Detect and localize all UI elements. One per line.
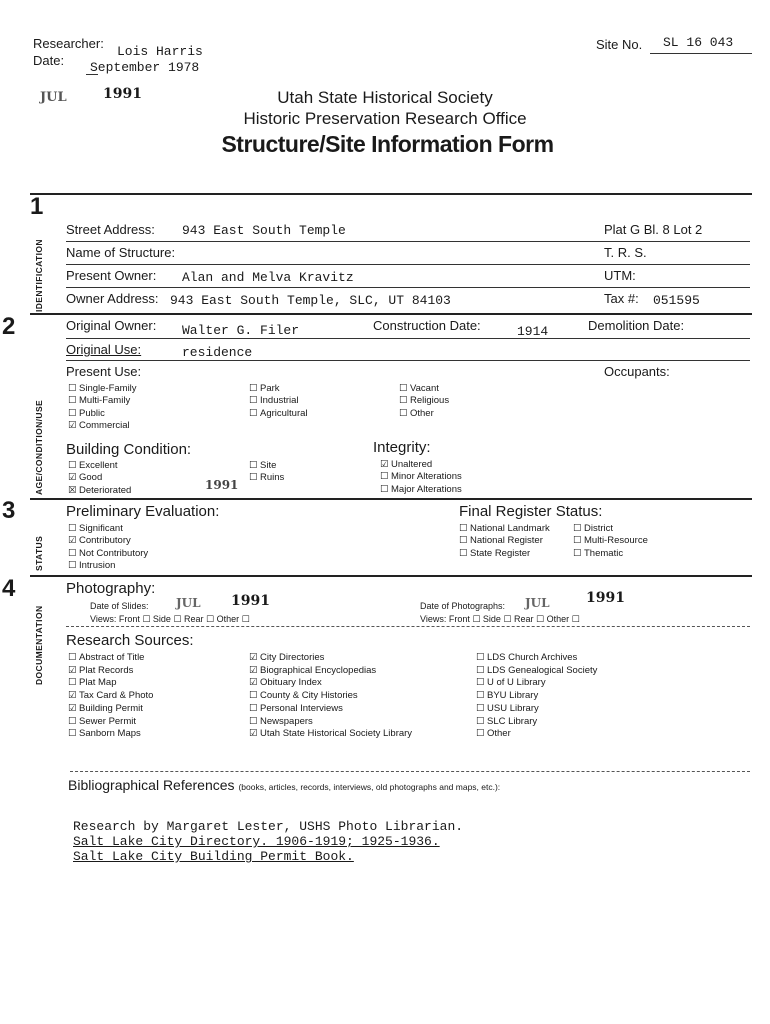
street-value: 943 East South Temple xyxy=(182,223,346,238)
checkbox-label: Sewer Permit xyxy=(79,715,137,727)
checkbox-label: SLC Library xyxy=(487,715,538,727)
checkbox-mark: ☑ xyxy=(249,728,258,740)
checkbox-label: County & City Histories xyxy=(260,690,358,702)
src-building-permit[interactable] xyxy=(68,703,153,716)
sources-rule xyxy=(70,771,750,772)
checkbox-mark: ☐ xyxy=(249,472,258,484)
section3-title: STATUS xyxy=(34,535,44,571)
construction-date-value: 1914 xyxy=(517,324,549,339)
src-tax-card[interactable] xyxy=(68,690,153,703)
checkbox-label: Contributory xyxy=(79,535,131,547)
use-commercial[interactable] xyxy=(68,420,137,432)
present-use-col3 xyxy=(399,383,449,420)
checkbox-mark: ☐ xyxy=(476,652,485,663)
checkbox-label: Plat Map xyxy=(79,677,117,689)
checkbox-mark: ☐ xyxy=(249,395,258,407)
row-rule xyxy=(66,338,750,339)
checkbox-label: U of U Library xyxy=(487,677,546,689)
checkbox-label: Multi-Family xyxy=(79,395,131,407)
owner-address-label: Owner Address: xyxy=(66,291,159,306)
integrity-label: Integrity: xyxy=(373,439,431,456)
prelim-not-contributory[interactable] xyxy=(68,548,148,560)
checkbox-label: Park xyxy=(260,383,280,394)
section2-title: AGE/CONDITION/USE xyxy=(34,399,44,495)
final-district[interactable] xyxy=(573,523,648,535)
final-col1 xyxy=(459,523,550,560)
bibliographical-references-label xyxy=(68,777,500,793)
checkbox-mark: ☐ xyxy=(459,535,468,547)
org-line1: Utah State Historical Society xyxy=(277,88,493,107)
src-uofu-library[interactable] xyxy=(476,677,597,690)
photos-date-label: Date of Photographs: xyxy=(420,601,506,611)
checkbox-mark: ☐ xyxy=(476,690,485,702)
src-other[interactable] xyxy=(476,728,597,741)
checkbox-label: Excellent xyxy=(79,460,118,471)
occupants-label: Occupants: xyxy=(604,364,670,379)
site-no-underline xyxy=(650,53,752,54)
site-no-label: Site No. xyxy=(596,37,643,52)
checkbox-label: Utah State Historical Society Library xyxy=(260,728,413,740)
condition-ruins[interactable] xyxy=(249,472,284,484)
checkbox-mark: ☐ xyxy=(476,728,485,740)
preliminary-list xyxy=(68,523,148,573)
structure-name-label: Name of Structure: xyxy=(66,245,176,260)
slides-views: Views: Front ☐ Side ☐ Rear ☐ Other ☐ xyxy=(90,614,250,624)
checkbox-label: District xyxy=(584,523,614,534)
date-underline xyxy=(86,74,98,75)
checkbox-label: Significant xyxy=(79,523,123,534)
form-title: Structure/Site Information Form xyxy=(221,131,554,157)
checkbox-mark: ☐ xyxy=(459,547,468,559)
date-label: Date: xyxy=(33,53,65,68)
checkbox-label: Other xyxy=(410,407,434,419)
checkbox-label: Newspapers xyxy=(260,715,313,727)
researcher-value: Lois Harris xyxy=(117,44,203,59)
photo-rule xyxy=(66,626,750,627)
utm-label: UTM: xyxy=(604,268,636,283)
present-owner-label: Present Owner: xyxy=(66,268,157,283)
checkbox-mark: ☐ xyxy=(68,395,77,407)
checkbox-label: National Landmark xyxy=(470,523,550,534)
section1-top-rule xyxy=(30,193,752,195)
prelim-contributory[interactable] xyxy=(68,535,148,547)
biblio-subtitle: (books, articles, records, interviews, old photographs and maps, etc.): xyxy=(238,782,501,792)
checkbox-label: Personal Interviews xyxy=(260,702,343,714)
site-no-value: SL 16 043 xyxy=(663,35,734,50)
src-county-histories[interactable] xyxy=(249,690,412,703)
checkbox-mark: ☑ xyxy=(249,664,258,676)
checkbox-mark: ☐ xyxy=(68,407,77,419)
present-use-col1 xyxy=(68,383,137,433)
slides-date-label: Date of Slides: xyxy=(90,601,149,611)
section4-top-rule xyxy=(30,575,752,577)
src-plat-records[interactable] xyxy=(68,665,153,678)
checkbox-mark: ☐ xyxy=(573,523,582,534)
reference-entry: Research by Margaret Lester, USHS Photo Librarian. xyxy=(73,819,464,834)
original-use-label: Original Use: xyxy=(66,342,142,357)
present-use-label: Present Use: xyxy=(66,364,142,379)
src-ushs-library[interactable] xyxy=(249,728,412,741)
checkbox-mark: ☐ xyxy=(476,715,485,727)
checkbox-mark: ☐ xyxy=(399,383,408,394)
checkbox-label: Sanborn Maps xyxy=(79,728,141,740)
date-value: September 1978 xyxy=(90,60,200,75)
checkbox-mark: ☑ xyxy=(68,420,77,432)
checkbox-mark: ☐ xyxy=(249,702,258,714)
final-multi-resource[interactable] xyxy=(573,535,648,547)
checkbox-label: LDS Church Archives xyxy=(487,652,578,663)
prelim-intrusion[interactable] xyxy=(68,560,148,572)
checkbox-mark: ☑ xyxy=(249,652,258,663)
original-owner-value: Walter G. Filer xyxy=(182,323,300,338)
checkbox-mark: ☐ xyxy=(68,460,77,471)
src-plat-map[interactable] xyxy=(68,677,153,690)
integrity-list xyxy=(380,459,462,496)
checkbox-mark: ☐ xyxy=(249,690,258,702)
researcher-label: Researcher: xyxy=(33,36,104,51)
building-condition-label: Building Condition: xyxy=(66,441,192,458)
checkbox-mark: ☐ xyxy=(68,560,77,572)
src-newspapers[interactable] xyxy=(249,716,412,729)
checkbox-label: Deteriorated xyxy=(79,484,132,496)
checkbox-label: Biographical Encyclopedias xyxy=(260,664,377,676)
condition-excellent[interactable] xyxy=(68,460,131,472)
checkbox-mark: ☐ xyxy=(249,715,258,727)
src-city-directories[interactable] xyxy=(249,652,412,665)
checkbox-mark: ☐ xyxy=(399,395,408,407)
photography-label: Photography: xyxy=(66,580,156,597)
section3-number: 3 xyxy=(2,497,16,524)
checkbox-mark: ☐ xyxy=(68,715,77,727)
sources-col1 xyxy=(68,652,153,741)
checkbox-label: Plat Records xyxy=(79,664,134,676)
src-abstract[interactable] xyxy=(68,652,153,665)
checkbox-mark: ☒ xyxy=(68,484,77,496)
plat-text: Plat G Bl. 8 Lot 2 xyxy=(604,222,703,237)
src-byu-library[interactable] xyxy=(476,690,597,703)
stamp-month: JUL xyxy=(40,90,67,105)
checkbox-mark: ☐ xyxy=(476,677,485,689)
src-sewer-permit[interactable] xyxy=(68,716,153,729)
use-vacant[interactable] xyxy=(399,383,449,395)
org-line2: Historic Preservation Research Office xyxy=(243,109,527,128)
checkbox-label: Single-Family xyxy=(79,383,137,394)
condition-good[interactable] xyxy=(68,472,131,484)
checkbox-mark: ☑ xyxy=(68,664,77,676)
checkbox-mark: ☐ xyxy=(573,535,582,547)
checkbox-mark: ☐ xyxy=(249,407,258,419)
use-agricultural[interactable] xyxy=(249,408,308,420)
checkbox-label: Good xyxy=(79,472,103,484)
checkbox-label: Site xyxy=(260,460,277,471)
slides-year: 1991 xyxy=(231,593,270,609)
sources-col3 xyxy=(476,652,597,741)
final-national-landmark[interactable] xyxy=(459,523,550,535)
checkbox-label: Agricultural xyxy=(260,407,308,419)
use-industrial[interactable] xyxy=(249,395,308,407)
checkbox-label: Vacant xyxy=(410,383,439,394)
checkbox-mark: ☑ xyxy=(68,535,77,547)
src-lds-genealogical[interactable] xyxy=(476,665,597,678)
checkbox-label: State Register xyxy=(470,547,531,559)
checkbox-mark: ☐ xyxy=(249,460,258,471)
construction-date-label: Construction Date: xyxy=(373,318,481,333)
checkbox-mark: ☑ xyxy=(68,702,77,714)
section4-number: 4 xyxy=(2,575,16,602)
condition-stamp: 1991 xyxy=(205,478,239,492)
checkbox-label: Other xyxy=(487,728,511,740)
src-slc-library[interactable] xyxy=(476,716,597,729)
checkbox-label: Multi-Resource xyxy=(584,535,648,547)
present-use-col2 xyxy=(249,383,308,420)
use-park[interactable] xyxy=(249,383,308,395)
use-religious[interactable] xyxy=(399,395,449,407)
checkbox-mark: ☐ xyxy=(68,547,77,559)
final-register-label: Final Register Status: xyxy=(459,503,603,520)
checkbox-mark: ☐ xyxy=(68,383,77,394)
checkbox-mark: ☑ xyxy=(249,677,258,689)
checkbox-label: Religious xyxy=(410,395,450,407)
src-interviews[interactable] xyxy=(249,703,412,716)
checkbox-label: Public xyxy=(79,407,105,419)
use-single-family[interactable] xyxy=(68,383,137,395)
condition-col1 xyxy=(68,460,131,497)
checkbox-label: Industrial xyxy=(260,395,299,407)
checkbox-mark: ☑ xyxy=(380,459,389,470)
slides-stamp: JUL xyxy=(176,596,201,610)
section3-top-rule xyxy=(30,498,752,500)
condition-deteriorated[interactable] xyxy=(68,485,131,497)
checkbox-mark: ☐ xyxy=(573,547,582,559)
checkbox-label: Major Alterations xyxy=(391,483,462,495)
checkbox-mark: ☐ xyxy=(399,407,408,419)
src-sanborn[interactable] xyxy=(68,728,153,741)
trs-text: T. R. S. xyxy=(604,245,647,260)
tax-value: 051595 xyxy=(653,293,700,308)
checkbox-mark: ☐ xyxy=(476,702,485,714)
owner-address-value: 943 East South Temple, SLC, UT 84103 xyxy=(170,293,451,308)
checkbox-label: Abstract of Title xyxy=(79,652,145,663)
checkbox-label: BYU Library xyxy=(487,690,539,702)
integrity-major[interactable] xyxy=(380,484,462,496)
condition-site[interactable] xyxy=(249,460,284,472)
checkbox-label: Thematic xyxy=(584,547,624,559)
row-rule xyxy=(66,287,750,288)
checkbox-label: Ruins xyxy=(260,472,285,484)
checkbox-mark: ☐ xyxy=(249,383,258,394)
checkbox-mark: ☐ xyxy=(68,728,77,740)
preliminary-evaluation-label: Preliminary Evaluation: xyxy=(66,503,220,520)
section2-number: 2 xyxy=(2,313,16,340)
checkbox-label: City Directories xyxy=(260,652,325,663)
checkbox-mark: ☐ xyxy=(68,652,77,663)
src-biographical[interactable] xyxy=(249,665,412,678)
checkbox-label: Commercial xyxy=(79,420,130,432)
original-owner-label: Original Owner: xyxy=(66,318,157,333)
demolition-date-label: Demolition Date: xyxy=(588,318,685,333)
final-national-register[interactable] xyxy=(459,535,550,547)
stamp-year: 1991 xyxy=(103,86,142,102)
photos-views: Views: Front ☐ Side ☐ Rear ☐ Other ☐ xyxy=(420,614,580,624)
checkbox-label: Obituary Index xyxy=(260,677,322,689)
checkbox-mark: ☐ xyxy=(380,483,389,495)
checkbox-mark: ☐ xyxy=(459,523,468,534)
final-state-register[interactable] xyxy=(459,548,550,560)
checkbox-label: Tax Card & Photo xyxy=(79,690,154,702)
use-multi-family[interactable] xyxy=(68,395,137,407)
checkbox-label: Building Permit xyxy=(79,702,143,714)
integrity-unaltered[interactable] xyxy=(380,459,462,471)
checkbox-mark: ☑ xyxy=(68,472,77,484)
src-lds-archives[interactable] xyxy=(476,652,597,665)
reference-entry: Salt Lake City Directory. 1906-1919; 1925-1936. xyxy=(73,834,440,849)
checkbox-mark: ☐ xyxy=(476,664,485,676)
street-label: Street Address: xyxy=(66,222,155,237)
checkbox-label: USU Library xyxy=(487,702,539,714)
bibliography-entries xyxy=(73,819,463,864)
prelim-significant[interactable] xyxy=(68,523,148,535)
checkbox-label: Minor Alterations xyxy=(391,471,462,483)
use-public[interactable] xyxy=(68,408,137,420)
checkbox-label: Intrusion xyxy=(79,560,116,572)
checkbox-mark: ☑ xyxy=(68,690,77,702)
research-sources-label: Research Sources: xyxy=(66,632,194,649)
checkbox-label: National Register xyxy=(470,535,543,547)
row-rule xyxy=(66,241,750,242)
reference-entry: Salt Lake City Building Permit Book. xyxy=(73,849,354,864)
section1-number: 1 xyxy=(30,193,44,220)
integrity-minor[interactable] xyxy=(380,471,462,483)
checkbox-mark: ☐ xyxy=(380,471,389,483)
section1-title: IDENTIFICATION xyxy=(34,239,44,312)
original-use-value: residence xyxy=(182,345,253,360)
biblio-title: Bibliographical References xyxy=(68,777,235,793)
row-rule xyxy=(66,360,750,361)
checkbox-label: LDS Genealogical Society xyxy=(487,664,598,676)
src-obituary[interactable] xyxy=(249,677,412,690)
photos-stamp: JUL xyxy=(525,596,550,610)
tax-label: Tax #: xyxy=(604,291,639,306)
present-owner-value: Alan and Melva Kravitz xyxy=(182,270,354,285)
checkbox-mark: ☐ xyxy=(68,677,77,689)
src-usu-library[interactable] xyxy=(476,703,597,716)
checkbox-mark: ☐ xyxy=(68,523,77,534)
use-other[interactable] xyxy=(399,408,449,420)
checkbox-label: Not Contributory xyxy=(79,547,149,559)
final-col2 xyxy=(573,523,648,560)
checkbox-label: Unaltered xyxy=(391,459,433,470)
condition-col2 xyxy=(249,460,284,485)
row-rule xyxy=(66,264,750,265)
final-thematic[interactable] xyxy=(573,548,648,560)
photos-year: 1991 xyxy=(586,590,625,606)
section2-top-rule xyxy=(30,313,752,315)
sources-col2 xyxy=(249,652,412,741)
section4-title: DOCUMENTATION xyxy=(34,605,44,685)
